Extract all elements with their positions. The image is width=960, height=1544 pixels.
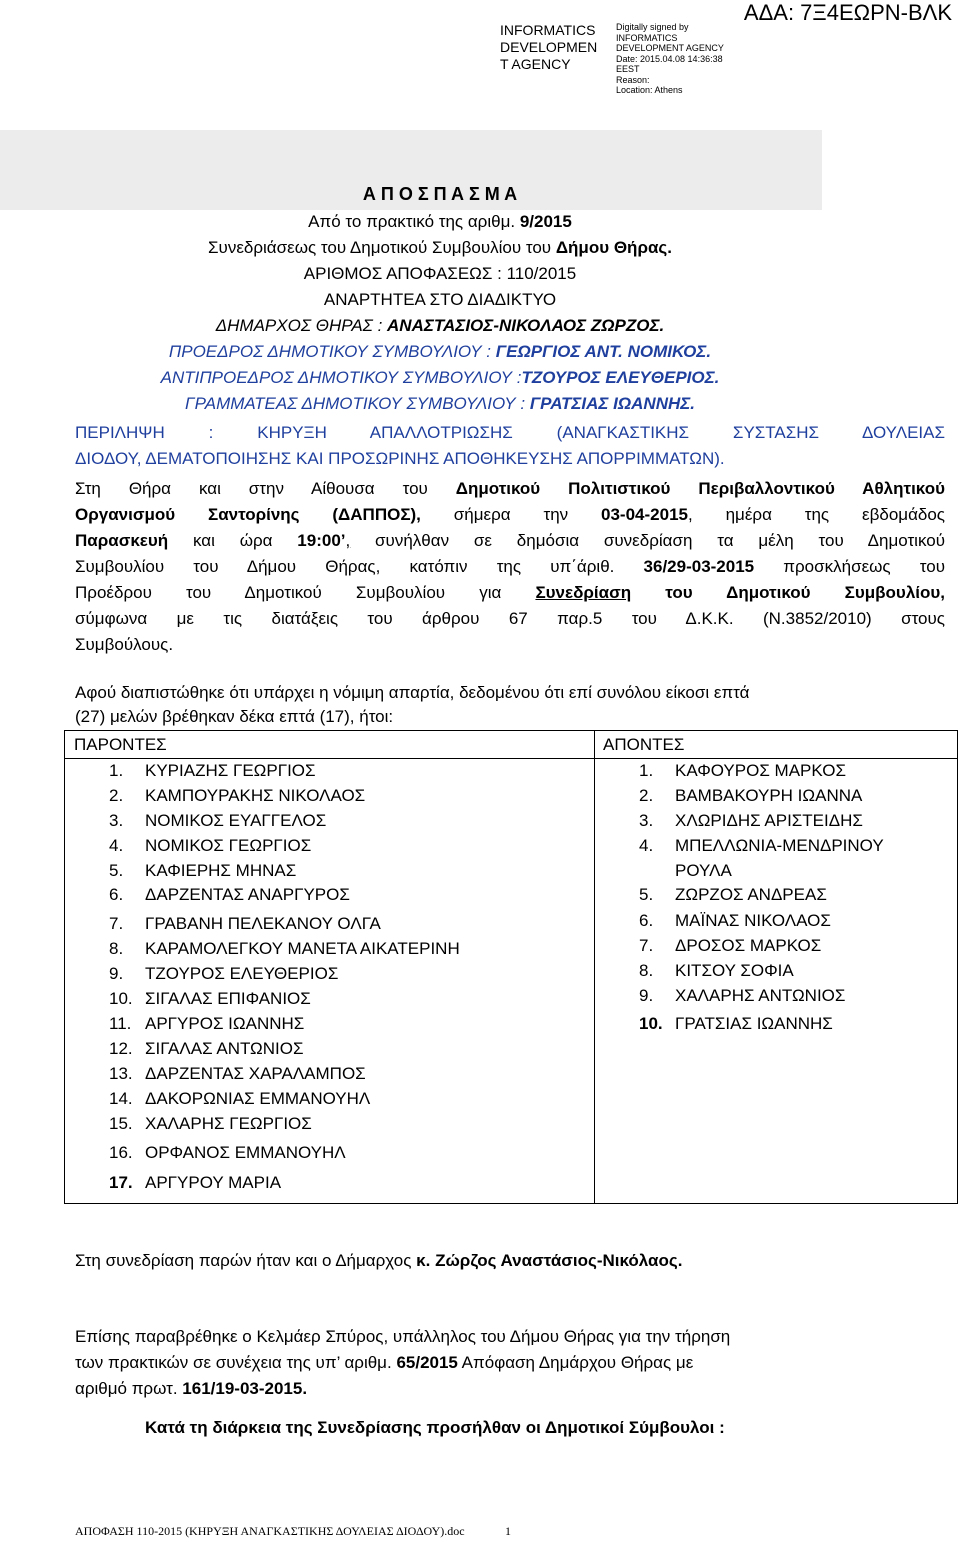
council-reference: Συνεδριάσεως του Δημοτικού Συμβουλίου του Δήμου Θήρας. <box>208 238 672 257</box>
quorum-line: Αφού διαπιστώθηκε ότι υπάρχει η νόμιμη απαρτία, δεδομένου ότι επί συνόλου είκοσι επτά <box>75 683 750 702</box>
absent-item-name: ΜΑΪΝΑΣ ΝΙΚΟΛΑΟΣ <box>675 911 831 930</box>
intro-line: Στη Θήρα και στην Αίθουσα του Δημοτικού Πολιτιστικού Περιβαλλοντικού Αθλητικού <box>75 479 945 498</box>
summary-line: ΠΕΡΙΛΗΨΗ : ΚΗΡΥΞΗ ΑΠΑΛΛΟΤΡΙΩΣΗΣ (ΑΝΑΓΚΑΣΤΙΚΗΣ ΣΥΣΤΑΣΗΣ ΔΟΥΛΕΙΑΣ <box>75 423 945 442</box>
signature-detail-line: Location: Athens <box>616 85 683 95</box>
present-item-number: 17. <box>109 1173 133 1192</box>
president-line: ΠΡΟΕΔΡΟΣ ΔΗΜΟΤΙΚΟΥ ΣΥΜΒΟΥΛΙΟΥ : ΓΕΩΡΓΙΟΣ ΑΝΤ. ΝΟΜΙΚΟΣ. <box>168 342 712 361</box>
signature-agency-line: T AGENCY <box>500 56 571 72</box>
present-item-number: 13. <box>109 1064 133 1083</box>
present-item-name: ΚΥΡΙΑΖΗΣ ΓΕΩΡΓΙΟΣ <box>145 761 316 780</box>
intro-line: Προέδρου του Δημοτικού Συμβουλίου για Συνεδρίαση του Δημοτικού Συμβουλίου, <box>75 583 946 602</box>
absent-item-name: ΒΑΜΒΑΚΟΥΡΗ ΙΩΑΝΝΑ <box>675 786 863 805</box>
clerk-line: Επίσης παραβρέθηκε ο Κελμάερ Σπύρος, υπάλληλος του Δήμου Θήρας για την τήρηση <box>75 1327 731 1346</box>
present-item-number: 12. <box>109 1039 133 1058</box>
present-item <box>109 811 326 831</box>
decision-number: ΑΡΙΘΜΟΣ ΑΠΟΦΑΣΕΩΣ : 110/2015 <box>303 264 577 283</box>
during-session-heading: Κατά τη διάρκεια της Συνεδρίασης προσήλθαν οι Δημοτικοί Σύμβουλοι : <box>145 1418 725 1437</box>
present-item-number: 10. <box>109 989 133 1008</box>
attendance-table <box>64 730 958 1204</box>
column-divider <box>594 731 595 1203</box>
absent-item <box>639 911 831 931</box>
absent-item <box>639 936 821 956</box>
present-item <box>109 1064 366 1084</box>
signature-details <box>616 22 724 96</box>
present-item-name: ΔΑΡΖΕΝΤΑΣ ΑΝΑΡΓΥΡΟΣ <box>145 885 350 904</box>
present-item-name: ΧΑΛΑΡΗΣ ΓΕΩΡΓΙΟΣ <box>145 1114 312 1133</box>
present-item <box>109 989 311 1009</box>
absent-item-number: 5. <box>639 885 654 904</box>
present-item <box>109 939 460 959</box>
summary-line: ΔΙΟΔΟΥ, ΔΕΜΑΤΟΠΟΙΗΣΗΣ ΚΑΙ ΠΡΟΣΩΡΙΝΗΣ ΑΠΟΘΗΚΕΥΣΗΣ ΑΠΟΡΡΙΜΜΑΤΩΝ). <box>75 449 725 468</box>
present-item-name: ΟΡΦΑΝΟΣ ΕΜΜΑΝΟΥΗΛ <box>145 1143 346 1162</box>
absent-item-name: ΧΛΩΡΙΔΗΣ ΑΡΙΣΤΕΙΔΗΣ <box>675 811 863 830</box>
present-item-number: 1. <box>109 761 124 780</box>
absent-item-name: ΔΡΟΣΟΣ ΜΑΡΚΟΣ <box>675 936 822 955</box>
present-header: ΠΑΡΟΝΤΕΣ <box>74 735 167 754</box>
footer-filename: ΑΠΟΦΑΣΗ 110-2015 (ΚΗΡΥΞΗ ΑΝΑΓΚΑΣΤΙΚΗΣ ΔΟΥΛΕΙΑΣ ΔΙΟΔΟΥ).doc <box>75 1524 465 1538</box>
signature-agency-line: INFORMATICS <box>500 22 596 38</box>
absent-item <box>639 961 794 981</box>
present-item <box>109 1114 312 1134</box>
intro-line: Συμβουλίου του Δήμου Θήρας, κατόπιν της υπ΄άριθ. 36/29-03-2015 προσκλήσεως του <box>75 557 945 576</box>
present-item <box>109 836 311 856</box>
mayor-line: ΔΗΜΑΡΧΟΣ ΘΗΡΑΣ : ΑΝΑΣΤΑΣΙΟΣ-ΝΙΚΟΛΑΟΣ ΖΩΡΖΟΣ. <box>215 316 665 335</box>
absent-item-number: 10. <box>639 1014 663 1033</box>
present-item <box>109 1014 304 1034</box>
vice-president-line: ΑΝΤΙΠΡΟΕΔΡΟΣ ΔΗΜΟΤΙΚΟΥ ΣΥΜΒΟΥΛΙΟΥ :ΤΖΟΥΡΟΣ ΕΛΕΥΘΕΡΙΟΣ. <box>160 368 720 387</box>
signature-detail-line: Date: 2015.04.08 14:36:38 <box>616 53 723 64</box>
page-number: 1 <box>505 1524 511 1538</box>
signature-detail-line: INFORMATICS <box>616 32 678 43</box>
signature-agency <box>500 22 597 73</box>
signature-detail-line: Digitally signed by <box>616 22 689 32</box>
present-item-name: ΚΑΦΙΕΡΗΣ ΜΗΝΑΣ <box>145 861 297 880</box>
absent-item-number: 8. <box>639 961 654 980</box>
intro-line: σύμφωνα με τις διατάξεις του άρθρου 67 παρ.5 του Δ.Κ.Κ. (Ν.3852/2010) στους <box>75 609 945 628</box>
present-item-number: 6. <box>109 885 124 904</box>
clerk-line: των πρακτικών σε συνέχεια της υπ’ αριθμ. 65/2015 Απόφαση Δημάρχου Θήρας με <box>75 1353 694 1372</box>
intro-line: Παρασκευή και ώρα 19:00’, συνήλθαν σε δημόσια συνεδρίαση τα μέλη του Δημοτικού <box>75 531 945 550</box>
present-item-name: ΔΑΡΖΕΝΤΑΣ ΧΑΡΑΛΑΜΠΟΣ <box>145 1064 366 1083</box>
signature-detail-line: DEVELOPMENT AGENCY <box>616 43 724 53</box>
present-item <box>109 914 381 934</box>
absent-item-number: 6. <box>639 911 654 930</box>
clerk-line: αριθμό πρωτ. 161/19-03-2015. <box>75 1379 308 1398</box>
present-item-number: 3. <box>109 811 124 830</box>
present-item-name: ΓΡΑΒΑΝΗ ΠΕΛΕΚΑΝΟΥ ΟΛΓΑ <box>145 914 381 933</box>
absent-item-name: ΚΑΦΟΥΡΟΣ ΜΑΡΚΟΣ <box>675 761 846 780</box>
present-item-number: 5. <box>109 861 124 880</box>
secretary-line: ΓΡΑΜΜΑΤΕΑΣ ΔΗΜΟΤΙΚΟΥ ΣΥΜΒΟΥΛΙΟΥ : ΓΡΑΤΣΙΑΣ ΙΩΑΝΝΗΣ. <box>184 394 696 413</box>
present-item <box>109 861 296 881</box>
present-item-name: ΝΟΜΙΚΟΣ ΕΥΑΓΓΕΛΟΣ <box>145 811 327 830</box>
absent-item <box>639 811 863 831</box>
absent-item-number: 2. <box>639 786 654 805</box>
absent-item-name: ΖΩΡΖΟΣ ΑΝΔΡΕΑΣ <box>675 885 827 904</box>
quorum-line: (27) μελών βρέθηκαν δέκα επτά (17), ήτοι: <box>75 707 394 726</box>
present-item <box>109 786 365 806</box>
present-item-name: ΤΖΟΥΡΟΣ ΕΛΕΥΘΕΡΙΟΣ <box>145 964 339 983</box>
absent-item-number: 4. <box>639 836 654 855</box>
absent-item-name: ΓΡΑΤΣΙΑΣ ΙΩΑΝΝΗΣ <box>675 1014 833 1033</box>
absent-item <box>639 1014 833 1034</box>
present-item-name: ΚΑΡΑΜΟΛΕΓΚΟΥ ΜΑΝΕΤΑ ΑΙΚΑΤΕΡΙΝΗ <box>145 939 460 958</box>
absent-header: ΑΠΟΝΤΕΣ <box>603 735 685 754</box>
present-item <box>109 885 350 905</box>
absent-item-name: ΜΠΕΛΛΩΝΙΑ-ΜΕΝΔΡΙΝΟΥ <box>675 836 884 855</box>
present-item-name: ΝΟΜΙΚΟΣ ΓΕΩΡΓΙΟΣ <box>145 836 312 855</box>
present-item-number: 15. <box>109 1114 133 1133</box>
signature-detail-line: EEST <box>616 64 640 74</box>
absent-item-number: 9. <box>639 986 654 1005</box>
present-item-number: 16. <box>109 1143 133 1162</box>
absent-item-number: 1. <box>639 761 654 780</box>
header-divider <box>65 758 957 759</box>
present-item <box>109 1089 370 1109</box>
absent-item-number: 7. <box>639 936 654 955</box>
present-item-number: 14. <box>109 1089 133 1108</box>
present-item-name: ΑΡΓΥΡΟΥ ΜΑΡΙΑ <box>145 1173 282 1192</box>
present-item-number: 9. <box>109 964 124 983</box>
present-item-number: 11. <box>109 1014 132 1033</box>
present-item-name: ΚΑΜΠΟΥΡΑΚΗΣ ΝΙΚΟΛΑΟΣ <box>145 786 366 805</box>
present-item <box>109 1039 304 1059</box>
absent-item-name: ΚΙΤΣΟΥ ΣΟΦΙΑ <box>675 961 794 980</box>
present-item-name: ΣΙΓΑΛΑΣ ΑΝΤΩΝΙΟΣ <box>145 1039 304 1058</box>
absent-item-name: ΡΟΥΛΑ <box>675 861 732 880</box>
absent-item-name: ΧΑΛΑΡΗΣ ΑΝΤΩΝΙΟΣ <box>675 986 846 1005</box>
absent-item <box>639 861 732 881</box>
present-item-name: ΔΑΚΟΡΩΝΙΑΣ ΕΜΜΑΝΟΥΗΛ <box>145 1089 371 1108</box>
mayor-present-line: Στη συνεδρίαση παρών ήταν και ο Δήμαρχος κ. Ζώρζος Αναστάσιος-Νικόλαος. <box>75 1251 683 1270</box>
present-item-number: 4. <box>109 836 124 855</box>
intro-line: Οργανισμού Σαντορίνης (ΔΑΠΠΟΣ), σήμερα την 03-04-2015, ημέρα της εβδομάδος <box>75 505 946 524</box>
absent-item <box>639 761 846 781</box>
absent-item <box>639 885 827 905</box>
absent-item-number: 3. <box>639 811 654 830</box>
publish-notice: ΑΝΑΡΤΗΤΕΑ ΣΤΟ ΔΙΑΔΙΚΤΥΟ <box>323 290 557 309</box>
present-item-number: 8. <box>109 939 124 958</box>
intro-line: Συμβούλους. <box>75 635 174 654</box>
present-item <box>109 1143 346 1163</box>
absent-item <box>639 986 845 1006</box>
ada-code: ΑΔΑ: 7Ξ4ΕΩΡΝ-ΒΛΚ <box>743 0 952 25</box>
present-item-number: 2. <box>109 786 124 805</box>
present-item <box>109 761 316 781</box>
present-item-number: 7. <box>109 914 124 933</box>
absent-item <box>639 786 862 806</box>
document-title: Α Π Ο Σ Π Α Σ Μ Α <box>362 184 518 204</box>
present-item-name: ΑΡΓΥΡΟΣ ΙΩΑΝΝΗΣ <box>145 1014 305 1033</box>
present-item <box>109 1173 281 1193</box>
present-item <box>109 964 338 984</box>
minutes-reference: Από το πρακτικό της αριθμ. 9/2015 <box>308 212 572 231</box>
signature-agency-line: DEVELOPMEN <box>500 39 598 55</box>
signature-detail-line: Reason: <box>616 74 650 85</box>
present-item-name: ΣΙΓΑΛΑΣ ΕΠΙΦΑΝΙΟΣ <box>145 989 311 1008</box>
absent-item <box>639 836 884 856</box>
